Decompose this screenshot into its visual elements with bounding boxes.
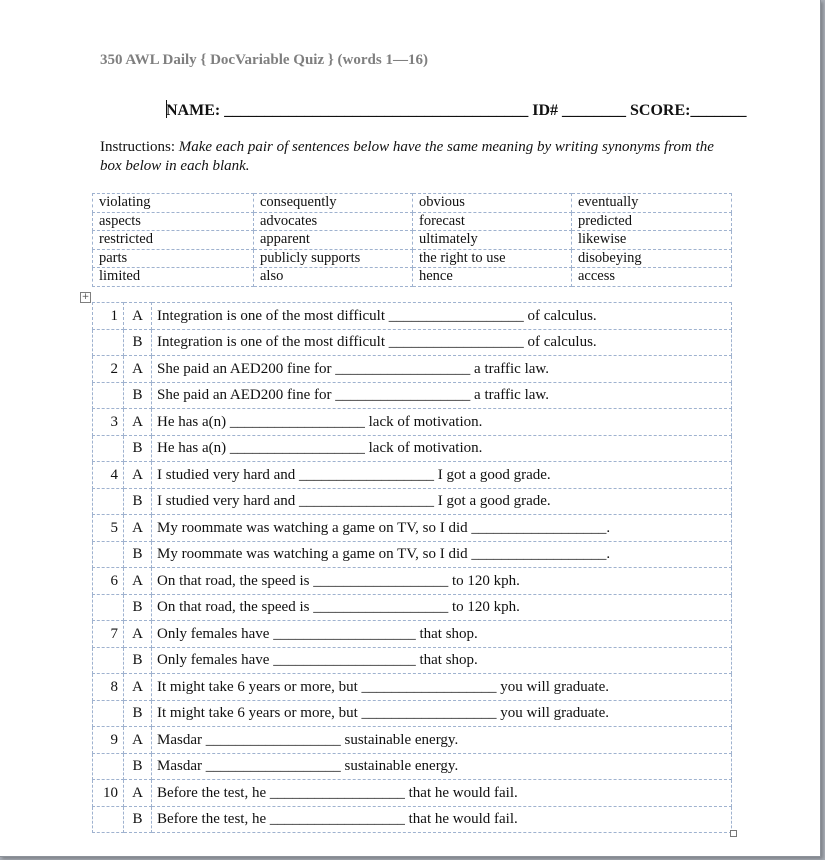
word-box-cell: hence [413,268,572,287]
sentence-text[interactable]: It might take 6 years or more, but __________________ you will graduate. [152,700,732,727]
sentence-letter: A [124,621,152,648]
question-number [93,329,124,356]
word-box-cell: aspects [93,212,254,231]
question-row [93,753,732,780]
instructions-text: Make each pair of sentences below have the same meaning by writing synonyms from the box below in each blank. [100,139,714,174]
question-number [93,382,124,409]
word-box-cell: limited [93,268,254,287]
sentence-text[interactable]: She paid an AED200 fine for __________________ a traffic law. [152,356,732,383]
question-row [93,780,732,807]
question-number [93,541,124,568]
sentence-text[interactable]: Integration is one of the most difficult __________________ of calculus. [152,303,732,330]
question-number [93,753,124,780]
question-number [93,594,124,621]
word-box-cell: obvious [413,194,572,213]
sentence-text[interactable]: My roommate was watching a game on TV, so I did __________________. [152,541,732,568]
sentence-text[interactable]: Only females have ___________________ that shop. [152,621,732,648]
question-number: 4 [93,462,124,489]
question-row [93,488,732,515]
name-label: NAME: [166,102,221,119]
word-box-cell: publicly supports [254,249,413,268]
resize-handle-icon[interactable] [730,830,737,837]
sentence-letter: A [124,780,152,807]
question-row [93,647,732,674]
word-box-cell: predicted [572,212,732,231]
sentence-text[interactable]: Before the test, he __________________ that he would fail. [152,780,732,807]
word-box-cell: eventually [572,194,732,213]
question-number: 6 [93,568,124,595]
student-info-line [166,100,746,120]
question-row [93,727,732,754]
question-row [93,700,732,727]
question-number [93,806,124,833]
sentence-text[interactable]: Integration is one of the most difficult __________________ of calculus. [152,329,732,356]
question-row [93,674,732,701]
instructions-label: Instructions: [100,139,175,155]
sentence-text[interactable]: Only females have ___________________ that shop. [152,647,732,674]
question-number: 7 [93,621,124,648]
question-number: 10 [93,780,124,807]
question-row [93,303,732,330]
question-row [93,621,732,648]
sentence-letter: B [124,488,152,515]
word-box-cell: forecast [413,212,572,231]
question-number: 5 [93,515,124,542]
word-box-cell: access [572,268,732,287]
sentence-letter: B [124,806,152,833]
question-row [93,356,732,383]
sentence-text[interactable]: Masdar __________________ sustainable energy. [152,753,732,780]
word-box-cell: apparent [254,231,413,250]
sentence-letter: B [124,594,152,621]
question-row [93,382,732,409]
question-number: 9 [93,727,124,754]
sentence-letter: B [124,435,152,462]
sentence-letter: A [124,568,152,595]
sentence-text[interactable]: She paid an AED200 fine for __________________ a traffic law. [152,382,732,409]
word-box-cell: also [254,268,413,287]
word-box-cell: advocates [254,212,413,231]
question-row [93,462,732,489]
sentence-text[interactable]: On that road, the speed is __________________ to 120 kph. [152,568,732,595]
sentence-letter: A [124,674,152,701]
word-box-cell: violating [93,194,254,213]
sentence-text[interactable]: It might take 6 years or more, but __________________ you will graduate. [152,674,732,701]
question-row [93,435,732,462]
document-title: 350 AWL Daily { DocVariable Quiz } (words 1—16) [100,52,428,68]
question-number: 8 [93,674,124,701]
id-blank[interactable]: ________ [562,102,626,119]
question-number: 1 [93,303,124,330]
word-box-cell: parts [93,249,254,268]
score-blank[interactable]: _______ [690,102,747,119]
word-box-row [93,212,732,231]
question-row [93,568,732,595]
sentence-letter: A [124,303,152,330]
sentence-text[interactable]: He has a(n) __________________ lack of motivation. [152,435,732,462]
word-box-cell: consequently [254,194,413,213]
word-box-row [93,268,732,287]
instructions [100,138,730,176]
question-number [93,435,124,462]
sentence-text[interactable]: He has a(n) __________________ lack of motivation. [152,409,732,436]
word-box-cell: likewise [572,231,732,250]
sentence-letter: B [124,753,152,780]
sentence-letter: A [124,462,152,489]
question-number [93,488,124,515]
question-number: 3 [93,409,124,436]
question-row [93,329,732,356]
question-number [93,647,124,674]
word-box-cell: the right to use [413,249,572,268]
word-box-table[interactable] [92,193,732,287]
sentence-text[interactable]: I studied very hard and __________________ I got a good grade. [152,462,732,489]
sentence-letter: A [124,515,152,542]
question-row [93,541,732,568]
question-row [93,515,732,542]
move-icon[interactable]: + [81,292,90,302]
sentence-letter: A [124,356,152,383]
word-box-row [93,249,732,268]
question-row [93,594,732,621]
sentence-letter: B [124,700,152,727]
sentence-text[interactable]: I studied very hard and __________________ I got a good grade. [152,488,732,515]
question-row [93,806,732,833]
sentence-letter: B [124,382,152,409]
id-label: ID# [532,102,558,119]
sentence-letter: B [124,647,152,674]
sentence-text[interactable]: On that road, the speed is __________________ to 120 kph. [152,594,732,621]
score-label: SCORE: [630,102,691,119]
sentence-letter: B [124,541,152,568]
sentence-letter: A [124,409,152,436]
questions-table[interactable] [92,302,732,833]
word-box-row [93,194,732,213]
word-box-cell: ultimately [413,231,572,250]
question-number: 2 [93,356,124,383]
sentence-text[interactable]: My roommate was watching a game on TV, so I did __________________. [152,515,732,542]
sentence-letter: B [124,329,152,356]
name-blank[interactable]: ______________________________________ [224,102,529,119]
sentence-text[interactable]: Before the test, he __________________ that he would fail. [152,806,732,833]
question-number [93,700,124,727]
word-box-row [93,231,732,250]
sentence-text[interactable]: Masdar __________________ sustainable energy. [152,727,732,754]
sentence-letter: A [124,727,152,754]
word-box-cell: disobeying [572,249,732,268]
word-box-cell: restricted [93,231,254,250]
question-row [93,409,732,436]
